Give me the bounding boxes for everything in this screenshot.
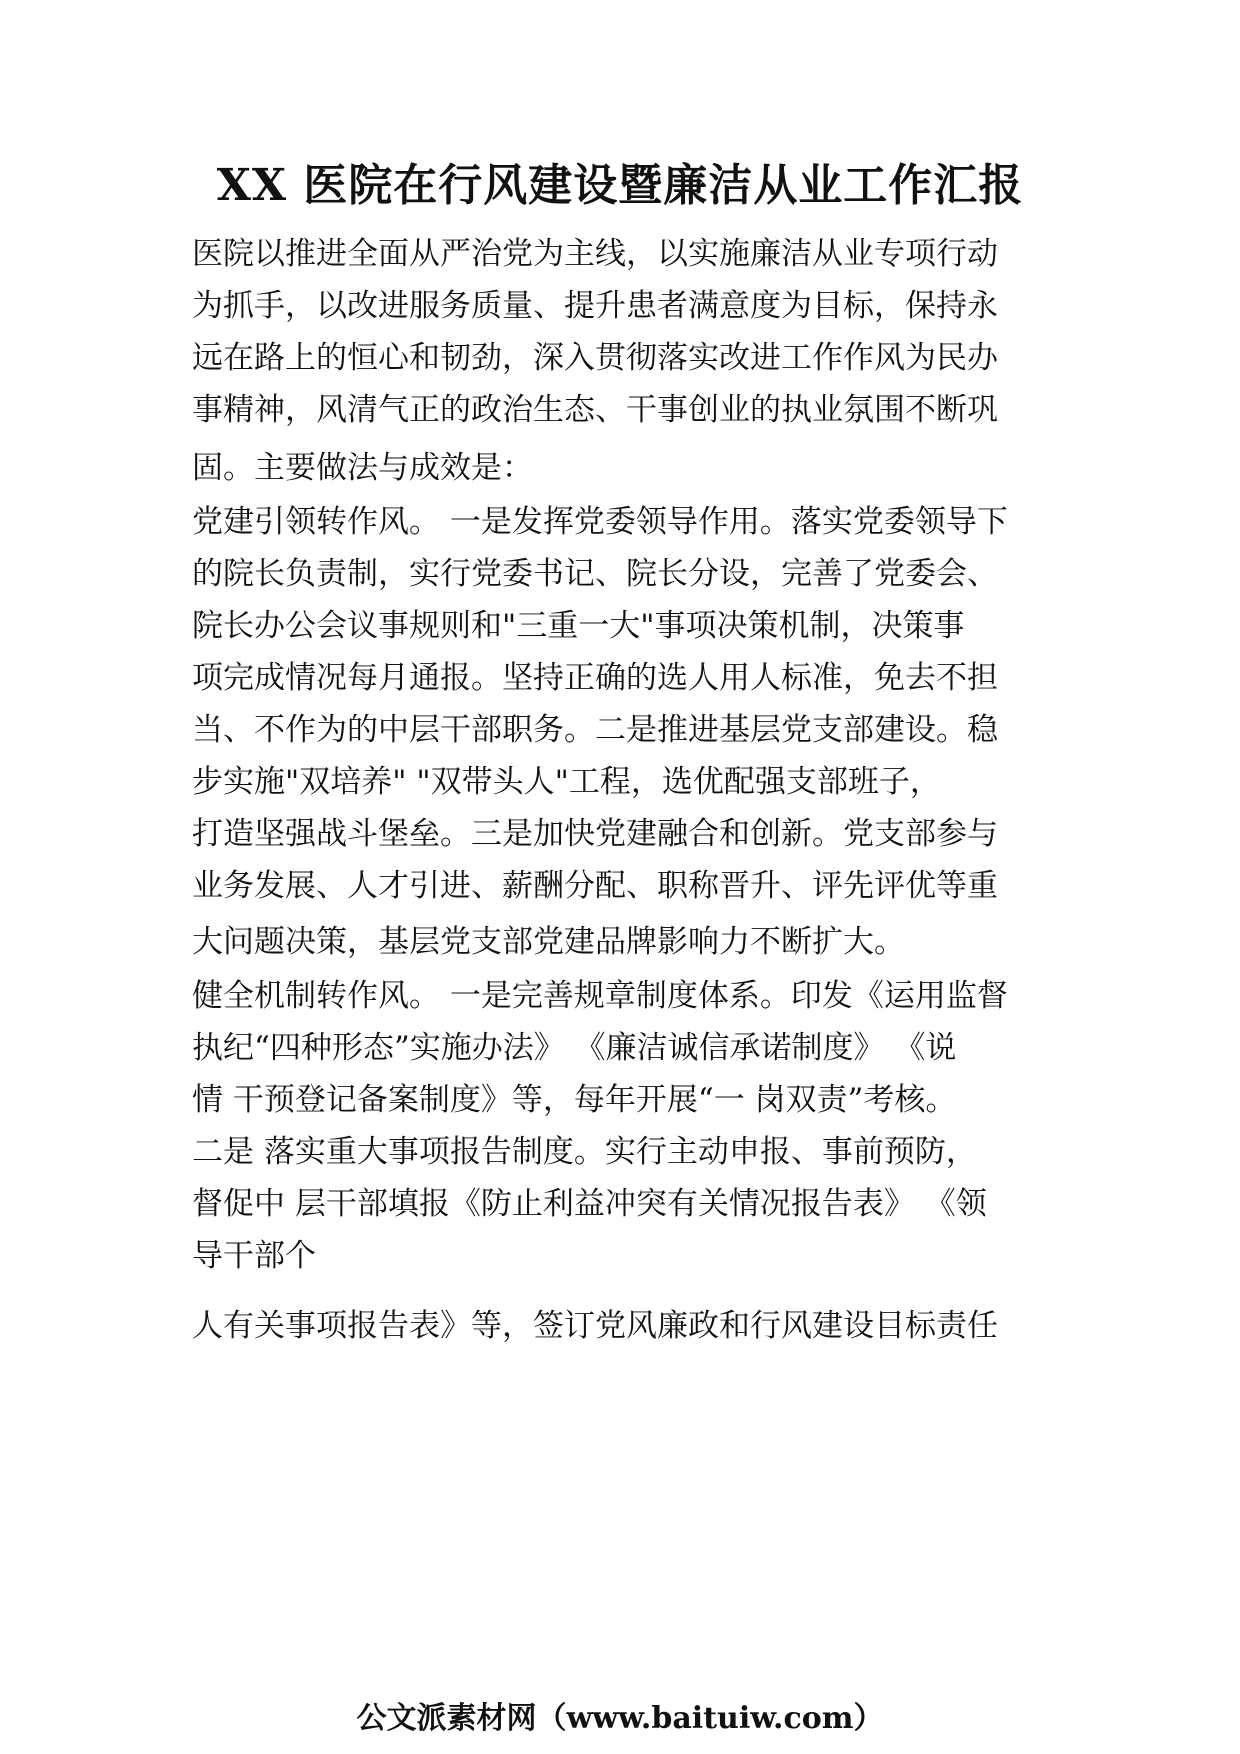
body-line: 导干部个 (192, 1238, 316, 1274)
body-line: 项完成情况每月通报。坚持正确的选人用人标准，免去不担 (192, 660, 998, 696)
footer-source: 公文派素材网（www.baituiw.com） (356, 1701, 884, 1736)
body-line: 打造坚强战斗堡垒。三是加快党建融合和创新。党支部参与 (192, 816, 998, 852)
body-line: 院长办公会议事规则和"三重一大"事项决策机制，决策事 (192, 608, 965, 644)
body-line: 情 干预登记备案制度》等，每年开展“一 岗双责”考核。 (192, 1082, 957, 1118)
body-line: 二是 落实重大事项报告制度。实行主动申报、事前预防， (192, 1134, 977, 1170)
body-line: 当、不作为的中层干部职务。二是推进基层党支部建设。稳 (192, 712, 998, 748)
body-line: 督促中 层干部填报《防止利益冲突有关情况报告表》 《领 (192, 1186, 987, 1222)
document-title: XX 医院在行风建设暨廉洁从业工作汇报 (216, 160, 1024, 211)
body-line: 党建引领转作风。 一是发挥党委领导作用。落实党委领导下 (192, 504, 1008, 540)
body-line: 人有关事项报告表》等，签订党风廉政和行风建设目标责任 (192, 1308, 998, 1344)
body-line: 为抓手，以改进服务质量、提升患者满意度为目标，保持永 (192, 288, 998, 324)
body-line: 固。主要做法与成效是： (192, 450, 533, 486)
body-line: 的院长负责制，实行党委书记、院长分设，完善了党委会、 (192, 556, 998, 592)
body-line: 执纪“四种形态”实施办法》 《廉洁诚信承诺制度》 《说 (192, 1030, 957, 1066)
body-line: 事精神，风清气正的政治生态、干事创业的执业氛围不断巩 (192, 392, 998, 428)
body-line: 业务发展、人才引进、薪酬分配、职称晋升、评先评优等重 (192, 868, 998, 904)
body-line: 大问题决策，基层党支部党建品牌影响力不断扩大。 (192, 924, 905, 960)
body-line: 远在路上的恒心和韧劲，深入贯彻落实改进工作作风为民办 (192, 340, 998, 376)
body-line: 健全机制转作风。 一是完善规章制度体系。印发《运用监督 (192, 978, 1008, 1014)
body-line: 步实施"双培养" "双带头人"工程，选优配强支部班子， (192, 764, 941, 800)
body-line: 医院以推进全面从严治党为主线，以实施廉洁从业专项行动 (192, 236, 998, 272)
